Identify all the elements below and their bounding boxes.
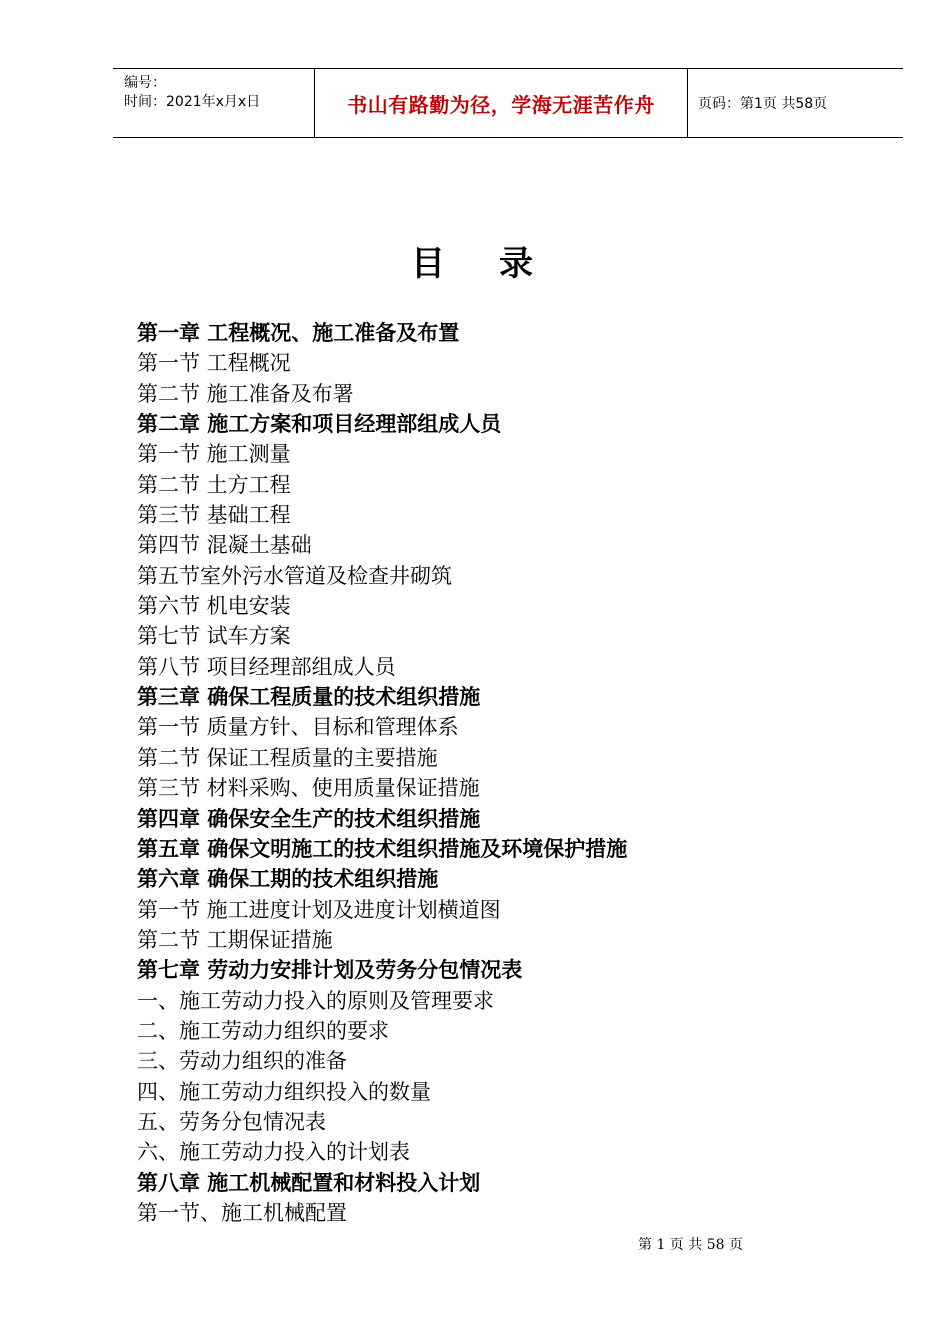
toc-section-entry[interactable]: 一、施工劳动力投入的原则及管理要求 [137,988,494,1013]
toc-section-entry[interactable]: 第一节 质量方针、目标和管理体系 [137,715,459,740]
toc-section-entry[interactable]: 第一节、施工机械配置 [137,1200,347,1225]
toc-section-entry[interactable]: 六、施工劳动力投入的计划表 [137,1140,410,1165]
toc-section-entry[interactable]: 第一节 施工进度计划及进度计划横道图 [137,897,501,922]
toc-chapter-entry[interactable]: 第一章 工程概况、施工准备及布置 [137,321,460,345]
toc-section-entry[interactable]: 第二节 土方工程 [137,472,291,497]
toc-chapter-entry[interactable]: 第四章 确保安全生产的技术组织措施 [137,806,481,831]
motto: 书山有路勤为径，学海无涯苦作舟 [347,92,655,117]
toc-section-entry[interactable]: 第五节室外污水管道及检查井砌筑 [137,563,452,588]
page-title: 目录 [411,244,587,284]
toc-section-entry[interactable]: 第七节 试车方案 [137,624,291,649]
toc-section-entry[interactable]: 第三节 基础工程 [137,503,291,528]
toc-section-entry[interactable]: 三、劳动力组织的准备 [137,1049,347,1074]
header-motto-cell [315,69,688,137]
toc-chapter-entry[interactable]: 第三章 确保工程质量的技术组织措施 [137,685,481,710]
toc-section-entry[interactable]: 第八节 项目经理部组成人员 [137,654,396,679]
toc-section-entry[interactable]: 第二节 施工准备及布署 [137,381,354,406]
toc-chapter-entry[interactable]: 第六章 确保工期的技术组织措施 [137,867,439,892]
toc-section-entry[interactable]: 第二节 保证工程质量的主要措施 [137,745,438,770]
toc-section-entry[interactable]: 第二节 工期保证措施 [137,927,333,952]
toc-chapter-entry[interactable]: 第五章 确保文明施工的技术组织措施及环境保护措施 [137,836,628,861]
toc-section-entry[interactable]: 第一节 工程概况 [137,351,291,376]
toc-chapter-entry[interactable]: 第二章 施工方案和项目经理部组成人员 [137,412,502,437]
toc-section-entry[interactable]: 二、施工劳动力组织的要求 [137,1018,389,1043]
toc-section-entry[interactable]: 五、劳务分包情况表 [137,1109,326,1134]
header-page-info: 页码：第1页 共58页 [698,96,828,112]
toc-section-entry[interactable]: 第一节 施工测量 [137,442,291,467]
page-footer: 第 1 页 共 58 页 [638,1237,743,1253]
table-of-contents [137,318,857,1228]
toc-section-entry[interactable]: 四、施工劳动力组织投入的数量 [137,1079,431,1104]
toc-chapter-entry[interactable]: 第八章 施工机械配置和材料投入计划 [137,1170,481,1195]
document-date: 时间：2021年x月x日 [124,94,261,110]
header-meta-cell [113,69,315,137]
toc-section-entry[interactable]: 第三节 材料采购、使用质量保证措施 [137,776,480,801]
toc-chapter-entry[interactable]: 第七章 劳动力安排计划及劳务分包情况表 [137,958,523,983]
header-table [113,68,903,138]
toc-section-entry[interactable]: 第六节 机电安装 [137,594,291,619]
toc-section-entry[interactable]: 第四节 混凝土基础 [137,533,312,558]
document-number: 编号： [124,75,166,91]
header-page-cell [688,69,903,137]
